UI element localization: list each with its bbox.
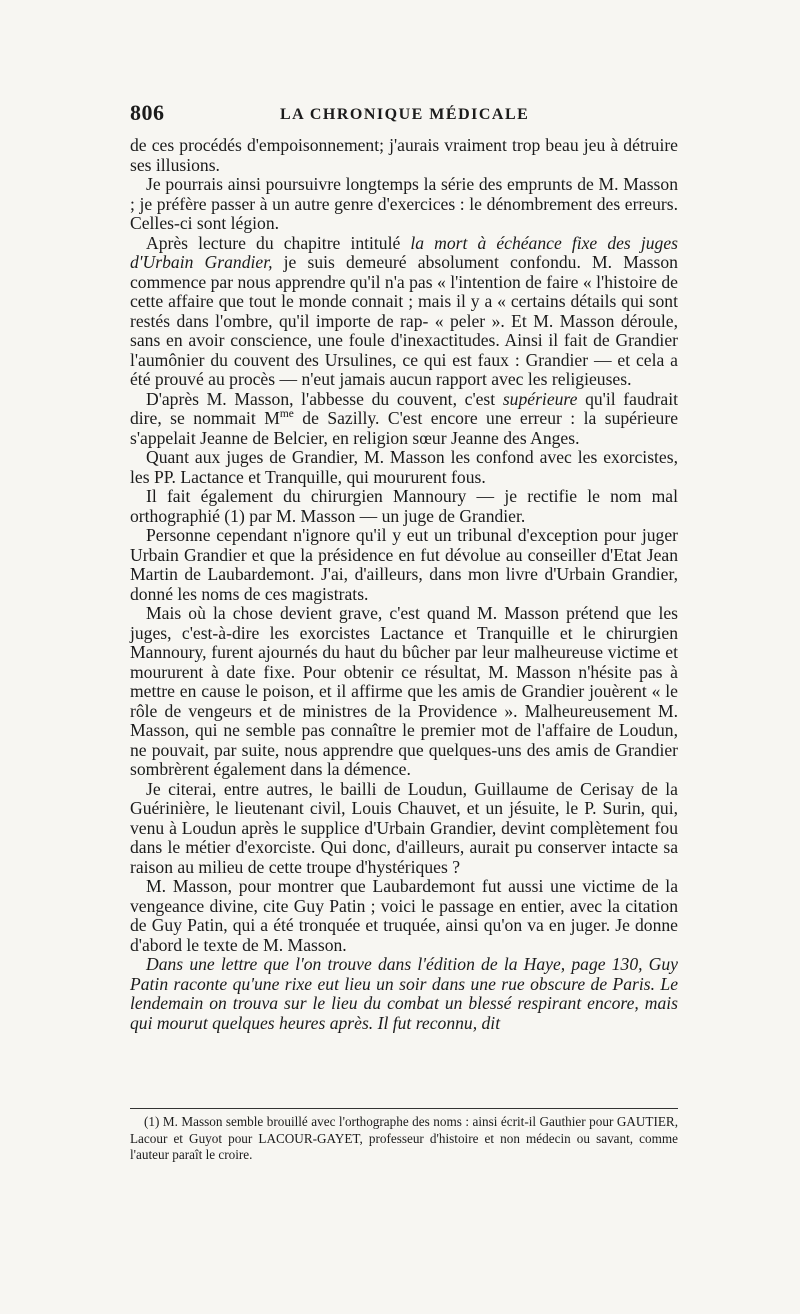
paragraph [130, 390, 678, 449]
body-text [130, 136, 678, 1033]
text-run: je suis demeuré absolument confondu. M. Masson commence par nous apprendre qu'il n'a pas « l'intention de faire « l'histoire de cette affaire que tout le monde connait ; mais il y a « certains détails qui sont restés dans l'ombre, qu'il importe de rap- « peler ». Et M. Masson déroule, sans en avoir conscience, une foule d'inexactitudes. Ainsi il fait de Grandier l'aumônier du couvent des Ursulines, ce qui est faux : Grandier — et cela a été prouvé au procès — n'eut jamais aucun rapport avec les religieuses. [130, 252, 678, 389]
paragraph: Je pourrais ainsi poursuivre longtemps la série des emprunts de M. Masson ; je préfère passer à un autre genre d'exercices : le dénombrement des erreurs. Celles-ci sont légion. [130, 174, 678, 233]
paragraph [130, 234, 678, 390]
running-title: LA CHRONIQUE MÉDICALE [280, 106, 530, 123]
superscript: me [279, 408, 294, 421]
italic-title: la mort à échéance fixe des juges d'Urbain Grandier, [130, 232, 678, 272]
page-number: 806 [130, 100, 165, 125]
italic-quotation: Dans une lettre que l'on trouve dans l'édition de la Haye, page 130, Guy Patin raconte qu'une rixe eut lieu un soir dans une rue obscure de Paris. Le lendemain on trouva sur le lieu du combat un blessé respirant encore, mais qui mourut quelques heures après. Il fut reconnu, dit [130, 954, 678, 1033]
footnote: (1) M. Masson semble brouillé avec l'orthographe des noms : ainsi écrit-il Gauthier pour GAUTIER, Lacour et Guyot pour LACOUR-GAYET, professeur d'histoire et non médecin ou savant, comme l'auteur paraît le croire. [130, 1114, 678, 1162]
paragraph: Mais où la chose devient grave, c'est quand M. Masson prétend que les juges, c'est-à-dire les exorcistes Lactance et Tranquille et le chirurgien Mannoury, furent ajournés du haut du bûcher par leur malheureuse victime et moururent à date fixe. Pour obtenir ce résultat, M. Masson n'hésite pas à mettre en cause le poison, et il affirme que les amis de Grandier jouèrent « le rôle de vengeurs et de ministres de la Providence ». Malheureusement M. Masson, qui ne semble pas connaître le premier mot de l'affaire de Loudun, ne pouvait, par suite, nous apprendre que quelques-uns des amis de Grandier sombrèrent également dans la démence. [130, 603, 678, 779]
paragraph: Je citerai, entre autres, le bailli de Loudun, Guillaume de Cerisay de la Guérinière, le lieutenant civil, Louis Chauvet, et un jésuite, le P. Surin, qui, venu à Loudun après le supplice d'Urbain Grandier, devint complètement fou dans le métier d'exorciste. Qui donc, d'ailleurs, aurait pu conserver intacte sa raison au milieu de cette troupe d'hystériques ? [130, 778, 678, 877]
paragraph: Il fait également du chirurgien Mannoury — je rectifie le nom mal orthographié (1) par M. Masson — un juge de Grandier. [130, 486, 678, 526]
text-run: Après lecture du chapitre intitulé [146, 232, 411, 253]
paragraph: Personne cependant n'ignore qu'il y eut un tribunal d'exception pour juger Urbain Grandier et que la présidence en fut dévolue au conseiller d'Etat Jean Martin de Laubardemont. J'ai, d'ailleurs, dans mon livre d'Urbain Grandier, donné les noms de ces magistrats. [130, 525, 678, 604]
footnote-divider [130, 1108, 678, 1109]
paragraph: de ces procédés d'empoisonnement; j'aurais vraiment trop beau jeu à détruire ses illusions. [130, 135, 678, 175]
paragraph: M. Masson, pour montrer que Laubardemont fut aussi une victime de la vengeance divine, cite Guy Patin ; voici le passage en entier, avec la citation de Guy Patin, qui a été tronquée et truquée, ainsi qu'on va en juger. Je donne d'abord le texte de M. Masson. [130, 876, 678, 955]
italic-word: supérieure [502, 388, 578, 409]
text-run: D'après M. Masson, l'abbesse du couvent, c'est [146, 388, 503, 409]
text-run: de Sazilly. C'est encore une erreur : la supérieure s'appelait Jeanne de Belcier, en religion sœur Jeanne des Anges. [130, 408, 679, 448]
paragraph [130, 955, 678, 1033]
paragraph: Quant aux juges de Grandier, M. Masson les confond avec les exorcistes, les PP. Lactance et Tranquille, qui moururent fous. [130, 447, 678, 487]
text-run: qu'il faudrait dire, se nommait M [130, 388, 678, 428]
page-header [130, 100, 678, 128]
